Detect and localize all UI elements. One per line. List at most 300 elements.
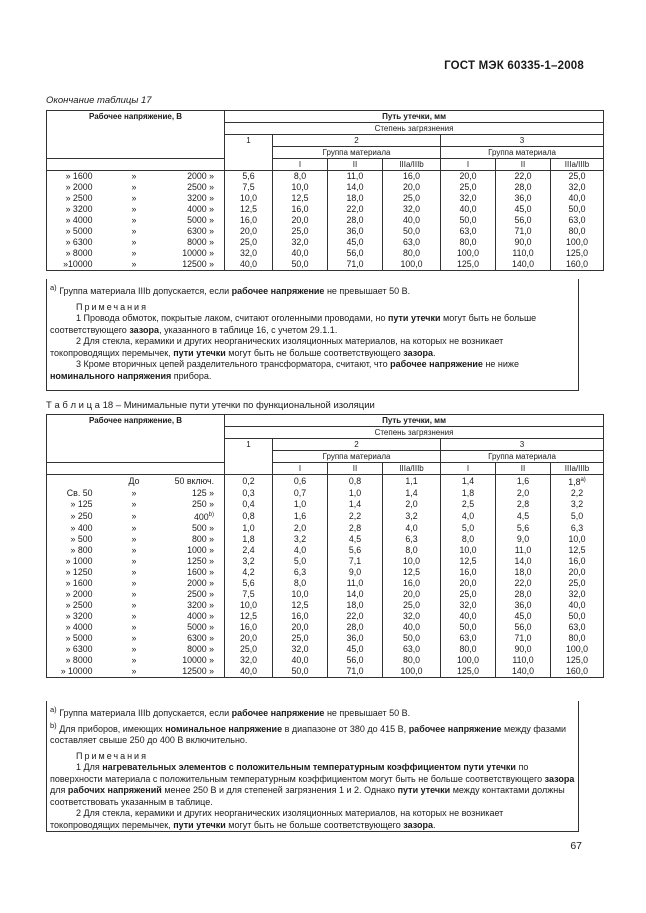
table-cell: 20,0 — [383, 589, 441, 600]
table-cell: 20,0 — [273, 215, 328, 226]
group-iii: IIIa/IIIb — [383, 463, 441, 475]
table-cell: 16,0 — [225, 622, 273, 633]
table-cell: 125,0 — [551, 248, 604, 259]
table-cell: 71,0 — [496, 226, 551, 237]
table-cell: 8,0 — [273, 578, 328, 589]
table-cell: 40,0 — [551, 600, 604, 611]
table18-notes: $^{a)}$ Группа материала IIIb допускается, если рабочее напряжение не превышает 50 В. $^{b)}$ Для приборов, имеющих номинальное напряжение в диапазоне от 380 до 415 В, рабочее напряжение между фазами составляет свыше 250 до 400 В включительно. Примечания 1 Для нагревательных элементов с положительным температурным коэффициентом пути утечки по поверхности материала с положительным температурным коэффициентом могут быть не больше соответствующего зазора для рабочих напряжений менее 250 В и для степеней загрязнения 1 и 2. Однако пути утечки между контактами должны соответствовать указанным в таблице. 2 Для стекла, керамики и других неорганических изоляционных материалов, на которых не возникает токопроводящих перемычек, пути утечки могут быть не больше соответствующего зазора. — [46, 701, 579, 832]
table-cell: 160,0 — [551, 259, 604, 271]
table-cell: 36,0 — [496, 193, 551, 204]
table-cell: 25,0 — [551, 578, 604, 589]
table-cell: 12500 » — [162, 666, 225, 678]
table-cell: 4,5 — [328, 534, 383, 545]
table-cell: 14,0 — [496, 556, 551, 567]
table17-caption: Окончание таблицы 17 — [46, 95, 152, 106]
table-cell: 3200 » — [162, 600, 225, 611]
table-cell: 25,0 — [225, 644, 273, 655]
table-cell: 71,0 — [328, 666, 383, 678]
table-cell: 140,0 — [496, 259, 551, 271]
table-cell: 18,0 — [328, 600, 383, 611]
table-cell: 11,0 — [496, 545, 551, 556]
table-cell: 71,0 — [496, 633, 551, 644]
table-row — [47, 589, 604, 600]
table-cell: 4,2 — [225, 567, 273, 578]
table-cell: 22,0 — [328, 611, 383, 622]
table-cell: 56,0 — [496, 622, 551, 633]
table-cell: 14,0 — [328, 182, 383, 193]
table-cell: 1,0 — [273, 499, 328, 510]
pollution-header: Степень загрязнения — [225, 123, 604, 135]
table-cell: » 125 — [47, 499, 107, 510]
table-cell: 56,0 — [496, 215, 551, 226]
table-cell: » — [131, 533, 137, 544]
table-cell: 50,0 — [383, 633, 441, 644]
table-cell: 18,0 — [496, 567, 551, 578]
table-cell: » 4000 — [47, 215, 107, 226]
group-header: Группа материала — [273, 147, 441, 159]
table-cell: » — [131, 248, 137, 258]
table-row — [47, 248, 604, 259]
table17-notes: $^{a)}$ Группа материала IIIb допускается, если рабочее напряжение не превышает 50 В. Примечания 1 Провода обмоток, покрытые лаком, считают оголенными проводами, но пути утечки могут быть не больше соответствующего зазора, указанного в таблице 16, с учетом 29.1.1. 2 Для стекла, керамики и других неорганических изоляционных материалов, на которых не возникает токопроводящих перемычек, пути утечки могут быть не больше соответствующего зазора. 3 Кроме вторичных цепей разделительного трансформатора, считают, что рабочее напряжение не ниже номинального напряжения прибора. — [46, 279, 579, 391]
table-cell — [47, 475, 107, 488]
table-cell: » — [131, 193, 137, 203]
table-cell: 25,0 — [273, 226, 328, 237]
table-cell: 1,4 — [328, 499, 383, 510]
table-cell: 5,0 — [273, 556, 328, 567]
table-cell: » 5000 — [47, 226, 107, 237]
table-cell: 10000 » — [162, 248, 225, 259]
table-cell: 28,0 — [496, 182, 551, 193]
table-row — [47, 259, 604, 271]
table-cell: 3,2 — [225, 556, 273, 567]
table-row — [47, 475, 604, 488]
table-cell: » — [131, 643, 137, 654]
table-cell: 16,0 — [225, 215, 273, 226]
table-cell: 22,0 — [328, 204, 383, 215]
table-cell: 160,0 — [551, 666, 604, 678]
table-cell: 12500 » — [162, 259, 225, 271]
table-cell: 36,0 — [328, 633, 383, 644]
table-cell: 12,5 — [273, 193, 328, 204]
table-cell: 1250 » — [162, 556, 225, 567]
table-cell: 20,0 — [551, 567, 604, 578]
table-cell: 0,4 — [225, 499, 273, 510]
table-cell: 1,8 — [225, 534, 273, 545]
table-cell: 50,0 — [273, 259, 328, 271]
voltage-header: Рабочее напряжение, В — [47, 415, 225, 463]
table-cell: 12,5 — [225, 611, 273, 622]
table-cell: 5000 » — [162, 215, 225, 226]
table-cell: 2,0 — [383, 499, 441, 510]
table-cell: 100,0 — [551, 644, 604, 655]
table-cell: 2,8 — [496, 499, 551, 510]
table-cell: 5,0 — [441, 523, 496, 534]
table-cell: »10000 — [47, 259, 107, 271]
table-row — [47, 171, 604, 183]
degree-3: 3 — [441, 135, 604, 147]
table-cell: 36,0 — [328, 226, 383, 237]
table-cell: 8,0 — [273, 171, 328, 183]
table-cell: 7,5 — [225, 589, 273, 600]
table-row — [47, 499, 604, 510]
notes-title: Примечания — [76, 301, 148, 312]
table-cell: » 1600 — [47, 578, 107, 589]
table-cell: 3,2 — [273, 534, 328, 545]
table-cell: 2000 » — [162, 171, 225, 183]
table-cell: 0,3 — [225, 488, 273, 499]
table-cell: » — [131, 498, 137, 509]
table-cell: 8,0 — [441, 534, 496, 545]
table-cell: 90,0 — [496, 237, 551, 248]
creepage-header: Путь утечки, мм — [225, 111, 604, 123]
table-cell: 9,0 — [328, 567, 383, 578]
table-cell: 28,0 — [496, 589, 551, 600]
table-cell: 1,8 — [441, 488, 496, 499]
table-cell: 100,0 — [441, 655, 496, 666]
table-cell: 32,0 — [273, 237, 328, 248]
table-cell: 1600 » — [162, 567, 225, 578]
table-cell: » — [131, 544, 137, 555]
table-row — [47, 510, 604, 523]
table-cell: 63,0 — [441, 226, 496, 237]
table-cell: 50,0 — [551, 611, 604, 622]
table-cell: 22,0 — [496, 578, 551, 589]
table-row — [47, 556, 604, 567]
table-cell: 10000 » — [162, 655, 225, 666]
table-cell: 36,0 — [496, 600, 551, 611]
table-cell: 100,0 — [551, 237, 604, 248]
table-cell: 12,5 — [551, 545, 604, 556]
table-cell: 16,0 — [441, 567, 496, 578]
table-cell: 63,0 — [551, 215, 604, 226]
table-cell: 6300 » — [162, 226, 225, 237]
table-cell: 45,0 — [496, 611, 551, 622]
document-header: ГОСТ МЭК 60335-1–2008 — [444, 60, 584, 72]
table-row — [47, 622, 604, 633]
group-header: Группа материала — [441, 147, 604, 159]
table-cell: 125,0 — [441, 666, 496, 678]
table-cell: 4,0 — [383, 523, 441, 534]
table-cell: 2500 » — [162, 182, 225, 193]
table-cell: 20,0 — [441, 171, 496, 183]
table-row — [47, 204, 604, 215]
table-cell: » 10000 — [47, 666, 107, 678]
table-cell: 10,0 — [273, 182, 328, 193]
table-cell: До — [128, 475, 140, 486]
table-cell: 50,0 — [551, 204, 604, 215]
table-cell: 2,8 — [328, 523, 383, 534]
table-cell: » — [131, 522, 137, 533]
table-cell: » 3200 — [47, 611, 107, 622]
table-cell: 40,0 — [225, 666, 273, 678]
table-cell: 32,0 — [441, 600, 496, 611]
table-cell: 80,0 — [441, 237, 496, 248]
table-cell: 32,0 — [225, 248, 273, 259]
voltage-header: Рабочее напряжение, В — [47, 111, 225, 159]
table-cell: » 6300 — [47, 237, 107, 248]
table-cell: 32,0 — [273, 644, 328, 655]
table-cell: 32,0 — [551, 182, 604, 193]
group-iii: IIIa/IIIb — [383, 159, 441, 171]
table-cell: 16,0 — [551, 556, 604, 567]
table-cell: 0,2 — [225, 475, 273, 488]
table-cell: » — [131, 182, 137, 192]
table-cell: » — [131, 566, 137, 577]
table-cell: 16,0 — [273, 611, 328, 622]
table-row — [47, 644, 604, 655]
table-cell: » 8000 — [47, 655, 107, 666]
table-cell: 9,0 — [496, 534, 551, 545]
table-cell: 20,0 — [383, 182, 441, 193]
table-cell: 56,0 — [328, 655, 383, 666]
group-ii: II — [328, 463, 383, 475]
table-cell: Св. 50 — [47, 488, 107, 499]
table-cell: 800 » — [162, 534, 225, 545]
table-cell: 50,0 — [273, 666, 328, 678]
table-cell: 32,0 — [383, 204, 441, 215]
table-cell: » 2000 — [47, 182, 107, 193]
table-row — [47, 215, 604, 226]
table-cell: 25,0 — [273, 633, 328, 644]
table-cell: 10,0 — [441, 545, 496, 556]
table-cell: » — [131, 577, 137, 588]
table-cell: 63,0 — [383, 237, 441, 248]
group-i: I — [273, 159, 328, 171]
table-cell: 8,0 — [383, 545, 441, 556]
table-cell: » — [131, 237, 137, 247]
table-cell: 1,1 — [383, 475, 441, 488]
group-ii: II — [496, 159, 551, 171]
table-cell: 12,5 — [383, 567, 441, 578]
table-cell: 63,0 — [441, 633, 496, 644]
group-iii: IIIa/IIIb — [551, 463, 604, 475]
table-cell: 22,0 — [496, 171, 551, 183]
table-cell: 1000 » — [162, 545, 225, 556]
table-cell: 10,0 — [551, 534, 604, 545]
table-cell: » — [131, 632, 137, 643]
table-cell: 12,5 — [441, 556, 496, 567]
table-cell: 1,6 — [273, 510, 328, 523]
table-cell: 50,0 — [441, 622, 496, 633]
table-row — [47, 655, 604, 666]
table-cell: 90,0 — [496, 644, 551, 655]
table-cell: 32,0 — [383, 611, 441, 622]
degree-2: 2 — [273, 135, 441, 147]
table-cell: 40,0 — [383, 215, 441, 226]
table-18 — [46, 414, 604, 678]
table-cell: 80,0 — [383, 655, 441, 666]
table-cell: 1,4 — [441, 475, 496, 488]
table-cell: 80,0 — [551, 633, 604, 644]
table-cell: 110,0 — [496, 248, 551, 259]
table-cell: » 250 — [47, 510, 107, 523]
table-cell: 20,0 — [273, 622, 328, 633]
table-cell: » 2500 — [47, 193, 107, 204]
table-cell: 5000 » — [162, 622, 225, 633]
table-cell: 11,0 — [328, 578, 383, 589]
table-cell: » — [131, 226, 137, 236]
group-ii: II — [328, 159, 383, 171]
table-cell: 25,0 — [383, 600, 441, 611]
notes-title: Примечания — [76, 750, 148, 761]
table-cell: » 6300 — [47, 644, 107, 655]
table-cell: 32,0 — [551, 589, 604, 600]
table-cell: 10,0 — [225, 193, 273, 204]
table-cell: 4,0 — [273, 545, 328, 556]
table-cell: 400$^{b)}$ — [162, 510, 225, 523]
table-cell: 20,0 — [441, 578, 496, 589]
table-cell: 12,5 — [273, 600, 328, 611]
table-cell: 2,5 — [441, 499, 496, 510]
table-cell: 0,8 — [328, 475, 383, 488]
table-cell: 45,0 — [328, 237, 383, 248]
table-cell: 10,0 — [383, 556, 441, 567]
table-row — [47, 600, 604, 611]
table-cell: 5,0 — [551, 510, 604, 523]
table-cell: 10,0 — [273, 589, 328, 600]
table-cell: » — [131, 610, 137, 621]
table-cell: » — [131, 599, 137, 610]
table-cell: » 800 — [47, 545, 107, 556]
table-cell: 6,3 — [383, 534, 441, 545]
table-cell: 32,0 — [441, 193, 496, 204]
table-cell: 7,1 — [328, 556, 383, 567]
group-i: I — [441, 159, 496, 171]
table-cell: 28,0 — [328, 622, 383, 633]
table-cell: 18,0 — [328, 193, 383, 204]
table-cell: 2,2 — [328, 510, 383, 523]
table-cell: 100,0 — [383, 259, 441, 271]
table-cell: 500 » — [162, 523, 225, 534]
table-cell: 0,7 — [273, 488, 328, 499]
table-row — [47, 611, 604, 622]
table-cell: 50 включ. — [162, 475, 225, 488]
table-cell: » 4000 — [47, 622, 107, 633]
table-cell: 8000 » — [162, 644, 225, 655]
table-row — [47, 488, 604, 499]
table-cell: » — [131, 621, 137, 632]
table-cell: 2,0 — [273, 523, 328, 534]
table-cell: 1,0 — [225, 523, 273, 534]
table-cell: » — [107, 666, 162, 678]
degree-3: 3 — [441, 439, 604, 451]
table-cell: 1,8$^{a)}$ — [551, 475, 604, 488]
table-cell: 4,5 — [496, 510, 551, 523]
table-cell: 40,0 — [441, 204, 496, 215]
table-cell: 0,8 — [225, 510, 273, 523]
table-cell: 20,0 — [225, 226, 273, 237]
table-cell: » — [107, 259, 162, 271]
group-i: I — [441, 463, 496, 475]
table-cell: 40,0 — [273, 655, 328, 666]
table-cell: » 5000 — [47, 633, 107, 644]
table-cell: » — [131, 510, 137, 521]
table-cell: 4000 » — [162, 204, 225, 215]
table-cell: 32,0 — [225, 655, 273, 666]
table-cell: 40,0 — [441, 611, 496, 622]
table-cell: 6,3 — [273, 567, 328, 578]
table-cell: 2500 » — [162, 589, 225, 600]
table-cell: 50,0 — [383, 226, 441, 237]
table-cell: 140,0 — [496, 666, 551, 678]
table-cell: 20,0 — [225, 633, 273, 644]
table-cell: 25,0 — [225, 237, 273, 248]
group-iii: IIIa/IIIb — [551, 159, 604, 171]
table-cell: 25,0 — [551, 171, 604, 183]
table-cell: 40,0 — [551, 193, 604, 204]
table-cell: 125 » — [162, 488, 225, 499]
table-cell: 3,2 — [383, 510, 441, 523]
table-row — [47, 237, 604, 248]
table-cell: 25,0 — [441, 182, 496, 193]
table-cell: » 400 — [47, 523, 107, 534]
table-cell: 5,6 — [328, 545, 383, 556]
table-cell: » — [131, 487, 137, 498]
table-cell: 71,0 — [328, 259, 383, 271]
group-i: I — [273, 463, 328, 475]
table-cell: 16,0 — [273, 204, 328, 215]
table-cell: » 2500 — [47, 600, 107, 611]
table-cell: 16,0 — [383, 578, 441, 589]
table-cell: 10,0 — [225, 600, 273, 611]
table-cell: 2,0 — [496, 488, 551, 499]
table-cell: 11,0 — [328, 171, 383, 183]
table-cell: 3200 » — [162, 193, 225, 204]
table-cell: 63,0 — [551, 622, 604, 633]
table-cell: 12,5 — [225, 204, 273, 215]
degree-1: 1 — [225, 135, 273, 171]
table-row — [47, 523, 604, 534]
table-cell: 100,0 — [441, 248, 496, 259]
table-cell: 4,0 — [441, 510, 496, 523]
table-cell: » 500 — [47, 534, 107, 545]
table-cell: 125,0 — [551, 655, 604, 666]
table-cell: 80,0 — [383, 248, 441, 259]
table-cell: » — [131, 204, 137, 214]
table-cell: 45,0 — [496, 204, 551, 215]
table-cell: 40,0 — [273, 248, 328, 259]
table-cell: 2,2 — [551, 488, 604, 499]
table-cell: » — [131, 215, 137, 225]
table-cell: 80,0 — [551, 226, 604, 237]
table-cell: 1,4 — [383, 488, 441, 499]
table-cell: 40,0 — [225, 259, 273, 271]
table-cell: 1,6 — [496, 475, 551, 488]
table-cell: 5,6 — [496, 523, 551, 534]
table-row — [47, 567, 604, 578]
table-cell: 14,0 — [328, 589, 383, 600]
group-header: Группа материала — [273, 451, 441, 463]
table-cell: » — [131, 555, 137, 566]
table-cell: » 1600 — [47, 171, 107, 183]
pollution-header: Степень загрязнения — [225, 427, 604, 439]
table-cell: » — [131, 588, 137, 599]
table-cell: 8000 » — [162, 237, 225, 248]
table-row — [47, 578, 604, 589]
table-cell: 5,6 — [225, 578, 273, 589]
table-cell: 6,3 — [551, 523, 604, 534]
table-cell: 5,6 — [225, 171, 273, 183]
table-cell: 250 » — [162, 499, 225, 510]
table-cell: 25,0 — [441, 589, 496, 600]
table-cell: 16,0 — [383, 171, 441, 183]
table-cell: 2,4 — [225, 545, 273, 556]
group-ii: II — [496, 463, 551, 475]
group-header: Группа материала — [441, 451, 604, 463]
table-row — [47, 666, 604, 678]
table-cell: 2000 » — [162, 578, 225, 589]
table-cell: 50,0 — [441, 215, 496, 226]
